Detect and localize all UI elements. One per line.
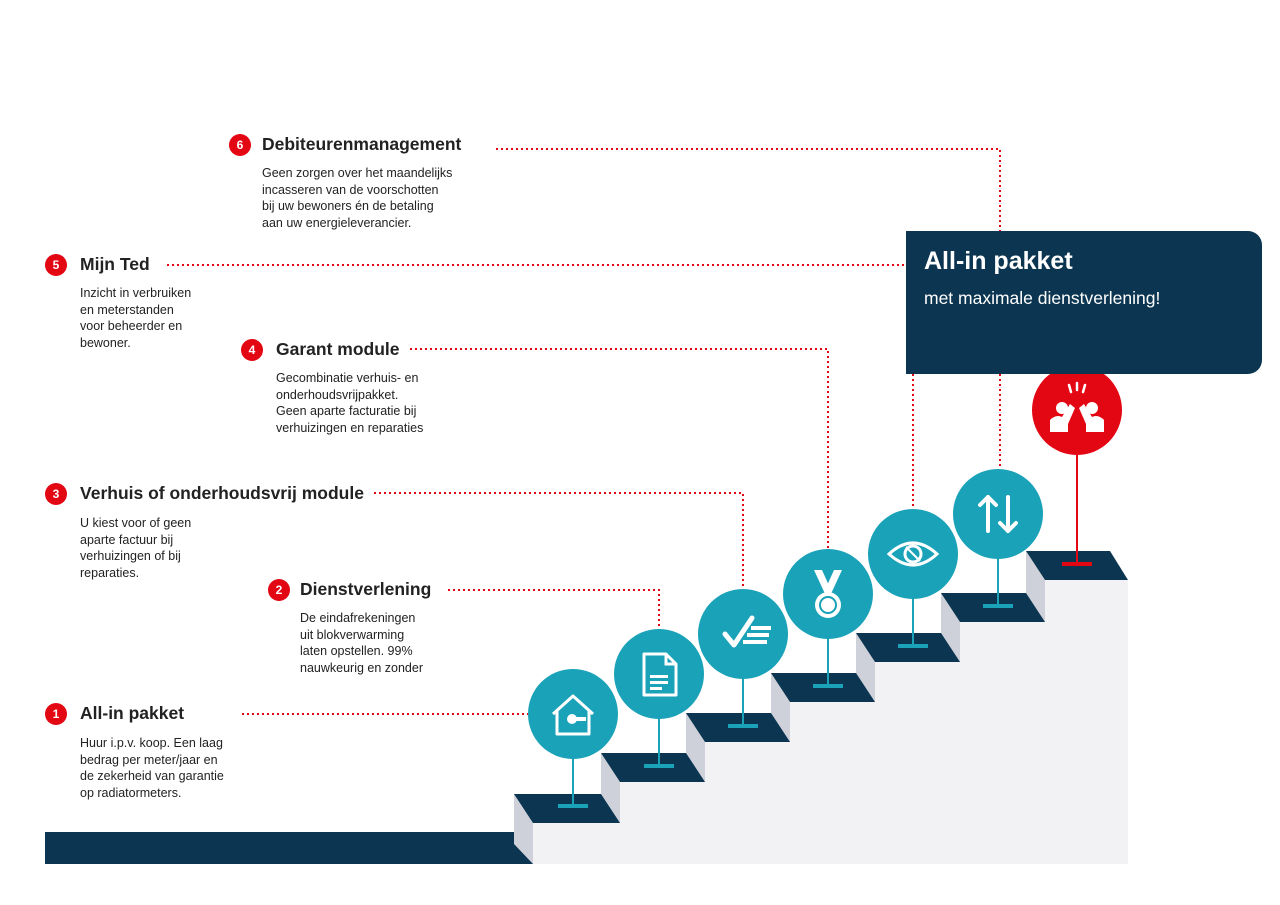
eye-icon (868, 509, 958, 599)
step-desc-4: Gecombinatie verhuis- en onderhoudsvrijpakket. Geen aparte facturatie bij verhuizingen en reparaties (276, 371, 424, 435)
step-title-6: Debiteurenmanagement (262, 134, 462, 154)
step-desc-5: Inzicht in verbruiken en meterstanden voor beheerder en bewoner. (80, 286, 192, 350)
step-number-6: 6 (229, 134, 251, 156)
up-down-arrows-icon (953, 469, 1043, 559)
high-five-icon (1032, 365, 1122, 455)
step-desc-6: Geen zorgen over het maandelijks incasseren van de voorschotten bij uw bewoners én de betaling aan uw energieleverancier. (262, 166, 453, 230)
step-number-4: 4 (241, 339, 263, 361)
step-title-1: All-in pakket (80, 703, 185, 723)
step-desc-3: U kiest voor of geen aparte factuur bij verhuizingen of bij reparaties. (80, 516, 192, 580)
house-meter-icon (528, 669, 618, 759)
step-number-5: 5 (45, 254, 67, 276)
step-title-5: Mijn Ted (80, 254, 150, 274)
step-number-2: 2 (268, 579, 290, 601)
medal-icon (783, 549, 873, 639)
connector-step-6 (496, 149, 1000, 231)
step-title-2: Dienstverlening (300, 579, 432, 599)
connector-step-4 (410, 349, 828, 548)
step-desc-2: De eindafrekeningen uit blokverwarming laten opstellen. 99% nauwkeurig en zonder (300, 611, 423, 675)
checklist-icon (698, 589, 788, 679)
step-number-3: 3 (45, 483, 67, 505)
ground-bar (45, 832, 533, 864)
step-number-1: 1 (45, 703, 67, 725)
step-title-4: Garant module (276, 339, 400, 359)
banner-title: All-in pakket (924, 247, 1073, 275)
step-title-3: Verhuis of onderhoudsvrij module (80, 483, 364, 503)
all-in-banner (906, 231, 1262, 374)
banner-subtitle: met maximale dienstverlening! (924, 288, 1161, 308)
document-icon (614, 629, 704, 719)
connector-step-2 (448, 590, 659, 628)
step-desc-1: Huur i.p.v. koop. Een laag bedrag per meter/jaar en de zekerheid van garantie op radiatormeters. (80, 736, 224, 800)
connector-step-3 (374, 493, 743, 588)
